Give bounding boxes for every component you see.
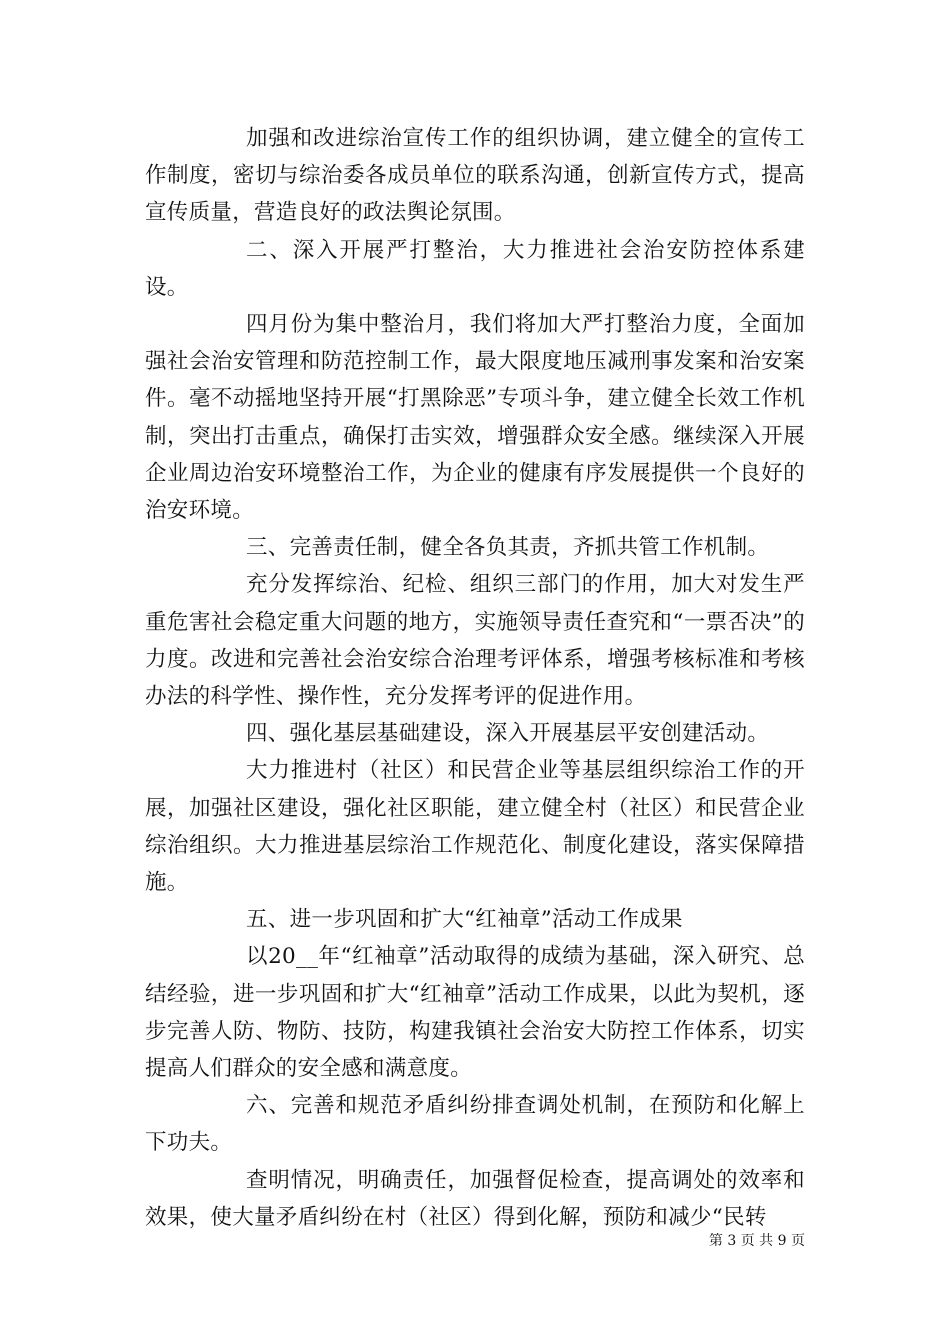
section-heading-5: 五、进一步巩固和扩大“红袖章”活动工作成果 [246, 907, 683, 933]
paragraph-1: 加强和改进综治宣传工作的组织协调，建立健全的宣传工作制度，密切与综治委各成员单位的联系沟通，创新宣传方式，提高宣传质量，营造良好的政法舆论氛围。 [145, 126, 805, 226]
paragraph-3: 充分发挥综治、纪检、组织三部门的作用，加大对发生严重危害社会稳定重大问题的地方，实施领导责任查究和“一票否决”的力度。改进和完善社会治安综合治理考评体系，增强考核标准和考核办法的科学性、操作性，充分发挥考评的促进作用。 [145, 572, 805, 710]
paragraph-2: 四月份为集中整治月，我们将加大严打整治力度，全面加强社会治安管理和防范控制工作，最大限度地压减刑事发案和治安案件。毫不动摇地坚持开展“打黑除恶”专项斗争，建立健全长效工作机制，突出打击重点，确保打击实效，增强群众安全感。继续深入开展企业周边治安环境整治工作，为企业的健康有序发展提供一个良好的治安环境。 [145, 312, 805, 524]
section-heading-4: 四、强化基层基础建设，深入开展基层平安创建活动。 [246, 721, 770, 747]
page-number-footer: 第 3 页 共 9 页 [708, 1233, 805, 1249]
paragraph-6: 查明情况，明确责任，加强督促检查，提高调处的效率和效果，使大量矛盾纠纷在村（社区）得到化解，预防和减少“民转 [145, 1167, 805, 1230]
document-body [145, 120, 805, 1236]
section-heading-6: 六、完善和规范矛盾纠纷排查调处机制，在预防和化解上下功夫。 [145, 1093, 805, 1156]
section-heading-3: 三、完善责任制，健全各负其责，齐抓共管工作机制。 [246, 535, 770, 561]
paragraph-4: 大力推进村（社区）和民营企业等基层组织综治工作的开展，加强社区建设，强化社区职能，建立健全村（社区）和民营企业综治组织。大力推进基层综治工作规范化、制度化建设，落实保障措施。 [145, 758, 805, 896]
section-heading-2: 二、深入开展严打整治，大力推进社会治安防控体系建设。 [145, 237, 805, 300]
paragraph-5: 以20__年“红袖章”活动取得的成绩为基础，深入研究、总结经验，进一步巩固和扩大“红袖章”活动工作成果，以此为契机，逐步完善人防、物防、技防，构建我镇社会治安大防控工作体系，切实提高人们群众的安全感和满意度。 [145, 944, 805, 1082]
